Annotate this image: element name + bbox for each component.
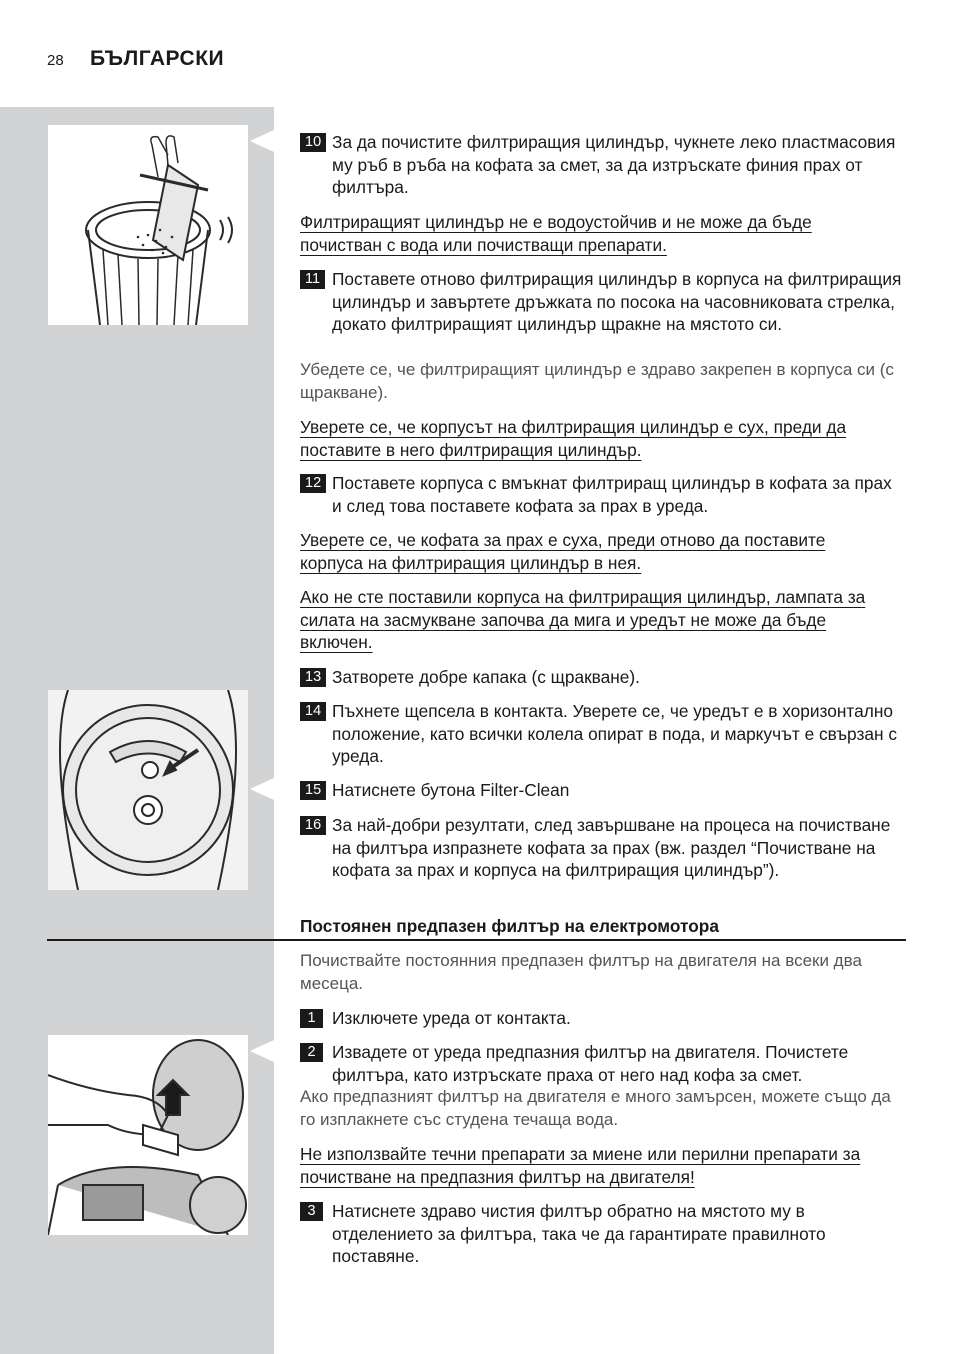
step-number: 10: [300, 133, 326, 152]
figure-pointer: [250, 130, 274, 152]
warning-text: Филтриращият цилиндър не е водоустойчив и не може да бъде почистван с вода или почистващи препарати.: [300, 212, 812, 255]
step-number: 2: [300, 1043, 323, 1062]
step-11: [300, 268, 906, 336]
step-text: За да почистите филтриращия цилиндър, чукнете леко пластмасовия му ръб в ръба на кофата за смет, за да изтръскате финия прах от филтъра.: [332, 132, 896, 198]
page-number: 28: [47, 52, 64, 69]
language-title: БЪЛГАРСКИ: [90, 47, 225, 70]
step-text: За най-добри резултати, след завършване на процеса на почистване на филтъра изпразнете кофата за прах (вж. раздел “Почистване на кофата за прах и корпуса на филтриращия цилиндър”).: [332, 815, 891, 881]
step-text: Затворете добре капака (с щракване).: [332, 667, 640, 687]
step-14: [300, 700, 906, 768]
step-number: 15: [300, 781, 326, 800]
step-number: 11: [300, 270, 325, 289]
warning-text: Уверете се, че кофата за прах е суха, преди отново да поставите корпуса на филтриращия цилиндър в нея.: [300, 530, 826, 573]
step-text: Пъхнете щепсела в контакта. Уверете се, че уредът е в хоризонтално положение, като всички колела опират в пода, и маркучът е свързан с уреда.: [332, 701, 897, 767]
step-12: [300, 472, 906, 517]
step-number: 16: [300, 816, 326, 835]
step-13: [300, 666, 906, 689]
step-number: 13: [300, 668, 326, 687]
step-1: [300, 1007, 906, 1030]
motor-filter-removal-illustration: [48, 1035, 248, 1235]
note-text: Убедете се, че филтриращият цилиндър е здраво закрепен в корпуса си (с щракване).: [300, 360, 894, 402]
step-text: Поставете отново филтриращия цилиндър в корпуса на филтриращия цилиндър и завъртете дръжката по посока на часовниковата стрелка, докато филтриращият цилиндър щракне на мястото си.: [332, 269, 902, 335]
step-number: 3: [300, 1202, 323, 1221]
step-text: Поставете корпуса с вмъкнат филтриращ цилиндър в кофата за прах и след това поставете кофата за прах в уреда.: [332, 473, 892, 516]
warning-text: Не използвайте течни препарати за миене или перилни препарати за почистване на предпазния филтър на двигателя!: [300, 1144, 861, 1187]
section-divider: [47, 939, 906, 941]
step-text: Натиснете здраво чистия филтър обратно на мястото му в отделението за филтъра, така че да гарантирате правилното поставяне.: [332, 1201, 826, 1267]
intro-text: Почиствайте постоянния предпазен филтър на двигателя на всеки два месеца.: [300, 951, 862, 993]
trash-bin-illustration: [48, 125, 248, 325]
filter-clean-button-illustration: [48, 690, 248, 890]
step-16: [300, 814, 906, 882]
step-text: Изключете уреда от контакта.: [332, 1008, 571, 1028]
step-number: 1: [300, 1009, 323, 1028]
figure-pointer: [250, 778, 274, 800]
step-text: Натиснете бутона Filter-Clean: [332, 780, 570, 800]
step-number: 12: [300, 474, 326, 493]
step-2: [300, 1041, 906, 1086]
section-heading: Постоянен предпазен филтър на електромотора: [300, 916, 719, 936]
warning-text: Ако не сте поставили корпуса на филтриращия цилиндър, лампата за силата на засмукване започва да мига и уредът не може да бъде включен.: [300, 587, 866, 653]
step-15: [300, 779, 906, 802]
note-text: Ако предпазният филтър на двигателя е много замърсен, можете също да го изплакнете със студена течаща вода.: [300, 1087, 891, 1129]
step-10: [300, 131, 906, 199]
figure-pointer: [250, 1040, 274, 1062]
step-text: Извадете от уреда предпазния филтър на двигателя. Почистете филтъра, като изтръскате праха от него над кофа за смет.: [332, 1042, 849, 1085]
step-3: [300, 1200, 906, 1268]
step-number: 14: [300, 702, 326, 721]
warning-text: Уверете се, че корпусът на филтриращия цилиндър е сух, преди да поставите в него филтриращия цилиндър.: [300, 417, 847, 460]
